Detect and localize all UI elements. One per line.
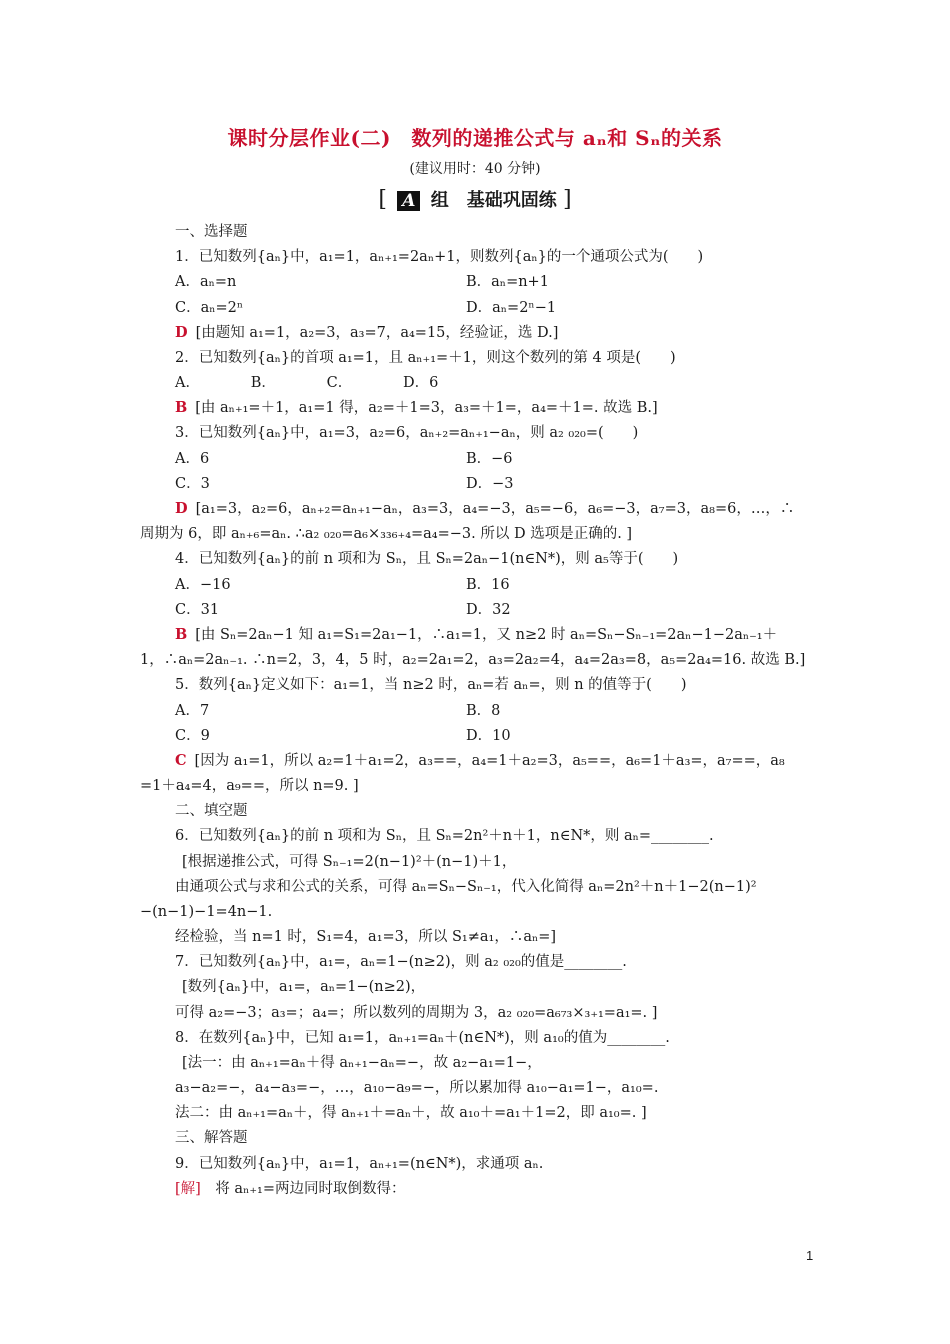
line-text: −(n−1)−1=4n−1. [140,904,273,920]
line-text: [法一：由 aₙ₊₁=aₙ＋得 aₙ₊₁−aₙ=−，故 a₂−a₁=1−， [182,1055,542,1071]
line-text: 一、选择题 [175,224,248,240]
text-line-q2opts [175,373,438,393]
group-label: 组 基础巩固练 [430,190,557,211]
text-line-q5ans2 [140,776,359,796]
line-text: 1．已知数列{aₙ}中，a₁=1，aₙ₊₁=2aₙ+1，则数列{aₙ}的一个通项公式为( ) [175,249,704,265]
text-line-q4a [175,575,231,595]
answer-letter: C [175,752,187,769]
line-text: [a₁=3，a₂=6，aₙ₊₂=aₙ₊₁−aₙ，a₃=3，a₄=−3，a₅=−6，a₆=−3，a₇=3，a₈=6，…，∴ [195,501,795,517]
text-line-q2 [175,348,676,368]
text-line-q7 [175,952,627,972]
text-line-q8 [175,1028,670,1048]
line-text: 5．数列{aₙ}定义如下：a₁=1，当 n≥2 时，aₙ=若 aₙ=，则 n 的值等于( ) [175,677,687,693]
line-text: [数列{aₙ}中，a₁=，aₙ=1−(n≥2)， [182,979,426,995]
line-text: [由 aₙ₊₁=＋1，a₁=1 得，a₂=＋1=3，a₃=＋1=，a₄=＋1=. 故选 B.] [195,400,658,416]
text-line-q4 [175,549,678,569]
text-line-q3d [466,474,514,494]
text-line-q6ans1 [182,852,516,872]
line-text: 4．已知数列{aₙ}的前 n 项和为 Sₙ，且 Sₙ=2aₙ−1(n∈N*)，则 a₅等于( ) [175,551,679,567]
bracket-left: [ [378,187,387,212]
answer-letter: D [175,500,188,517]
line-text: [由 Sₙ=2aₙ−1 知 a₁=S₁=2a₁−1，∴a₁=1，又 n≥2 时 aₙ=Sₙ−Sₙ₋₁=2aₙ−1−2aₙ₋₁＋ [195,627,778,643]
line-text: A．6 [175,451,210,467]
text-line-q6 [175,826,714,846]
text-line-q3b [466,449,513,469]
line-text: 3．已知数列{aₙ}中，a₁=3，a₂=6，aₙ₊₂=aₙ₊₁−aₙ，则 a₂ ₀₂₀=( ) [175,425,639,441]
answer-letter: B [175,399,188,416]
line-text: 三、解答题 [175,1130,248,1146]
text-line-q4b [466,575,510,595]
text-line-q4ans [175,625,777,645]
text-line-q8ans2 [175,1078,658,1098]
section-group-heading [0,186,950,212]
line-text: 将 aₙ₊₁=两边同时取倒数得： [200,1181,406,1197]
text-line-q5c [175,726,210,746]
text-line-q5 [175,675,686,695]
line-text: C．9 [175,728,210,744]
text-line-q3 [175,423,638,443]
text-line-q5b [466,701,500,721]
line-text: D．aₙ=2ⁿ−1 [466,300,557,316]
line-text: D．−3 [466,476,514,492]
text-line-q6ans2 [175,877,757,897]
text-line-q5d [466,726,511,746]
line-text: C．31 [175,602,220,618]
line-text: 6．已知数列{aₙ}的前 n 项和为 Sₙ，且 Sₙ=2n²＋n＋1，n∈N*，则 aₙ=________. [175,828,714,844]
line-text: 经检验，当 n=1 时，S₁=4，a₁=3，所以 S₁≠a₁，∴aₙ=] [175,929,557,945]
text-line-q3ans2 [140,524,632,544]
text-line-q7ans2 [175,1003,657,1023]
answer-letter: B [175,626,188,643]
line-text: C．3 [175,476,210,492]
text-line-q6ans3 [140,902,272,922]
text-line-q3a [175,449,209,469]
line-text: 可得 a₂=−3；a₃=；a₄=；所以数列的周期为 3，a₂ ₀₂₀=a₆₇₃×₃₊₁=a₁=. ] [175,1005,658,1021]
text-line-q1 [175,247,703,267]
line-text: 周期为 6，即 aₙ₊₆=aₙ. ∴a₂ ₀₂₀=a₆×₃₃₆₊₄=a₄=−3. 所以 D 选项是正确的. ] [140,526,633,542]
text-line-q4ans2 [140,650,805,670]
line-text: A．7 [175,703,210,719]
line-text: C．aₙ=2ⁿ [175,300,244,316]
line-text: A．aₙ=n [175,274,237,290]
text-line-q1ans [175,323,558,343]
text-line-q8ans1 [182,1053,542,1073]
line-text: 8．在数列{aₙ}中，已知 a₁=1，aₙ₊₁=aₙ＋(n∈N*)，则 a₁₀的值为________. [175,1030,670,1046]
line-text: B．8 [466,703,501,719]
text-line-q1a [175,272,236,292]
page-number: 1 [806,1248,814,1263]
line-text: [因为 a₁=1，所以 a₂=1＋a₁=2，a₃==，a₄=1＋a₂=3，a₅==，a₆=1＋a₃=，a₇==，a₈ [194,753,785,769]
line-text: 2．已知数列{aₙ}的首项 a₁=1，且 aₙ₊₁=＋1，则这个数列的第 4 项是( ) [175,350,676,366]
text-line-q9 [175,1154,543,1174]
text-line-q5ans [175,751,785,771]
text-line-q7ans1 [182,977,425,997]
text-line-q4c [175,600,219,620]
line-text: 9．已知数列{aₙ}中，a₁=1，aₙ₊₁=(n∈N*)，求通项 aₙ. [175,1156,544,1172]
line-text: =1＋a₄=4，a₉==，所以 n=9. ] [140,778,359,794]
line-text: B．−6 [466,451,513,467]
text-line-q3c [175,474,210,494]
text-line-s1 [175,222,248,242]
page-title: 课时分层作业(二) 数列的递推公式与 aₙ和 Sₙ的关系 [227,126,723,150]
line-text: A． B． C． D．6 [175,375,439,391]
line-text: 二、填空题 [175,803,248,819]
line-text: [根据递推公式，可得 Sₙ₋₁=2(n−1)²＋(n−1)＋1， [182,854,517,870]
text-line-q6ans4 [175,927,556,947]
text-line-q8ans3 [175,1103,647,1123]
text-line-q9ans [175,1179,405,1199]
answer-letter: D [175,324,188,341]
line-text: D．32 [466,602,511,618]
line-text: B．16 [466,577,510,593]
line-text: 法二：由 aₙ₊₁=aₙ＋，得 aₙ₊₁＋=aₙ＋，故 a₁₀＋=a₁＋1=2，即 a₁₀=. ] [175,1105,647,1121]
text-line-q1c [175,298,243,318]
line-text: 由通项公式与求和公式的关系，可得 aₙ=Sₙ−Sₙ₋₁，代入化简得 aₙ=2n²＋n＋1−2(n−1)² [175,879,757,895]
line-text: A．−16 [175,577,231,593]
text-line-q4d [466,600,511,620]
text-line-q2ans [175,398,658,418]
line-text: 7．已知数列{aₙ}中，a₁=，aₙ=1−(n≥2)，则 a₂ ₀₂₀的值是________. [175,954,627,970]
solution-label: [解] [175,1181,201,1197]
line-text: [由题知 a₁=1，a₂=3，a₃=7，a₄=15，经验证，选 D.] [195,325,559,341]
text-line-q1b [466,272,549,292]
text-line-s2 [175,801,248,821]
text-line-q5a [175,701,209,721]
text-line-q1d [466,298,556,318]
suggested-time: (建议用时：40 分钟) [409,161,541,177]
line-text: D．10 [466,728,511,744]
bracket-right: ] [563,187,572,212]
group-letter-badge: A [397,191,420,211]
text-line-s3 [175,1128,248,1148]
text-line-q3ans [175,499,794,519]
line-text: a₃−a₂=−，a₄−a₃=−，…，a₁₀−a₉=−，所以累加得 a₁₀−a₁=1−，a₁₀=. [175,1080,659,1096]
line-text: 1，∴aₙ=2aₙ₋₁. ∴n=2，3，4，5 时，a₂=2a₁=2，a₃=2a₂=4，a₄=2a₃=8，a₅=2a₄=16. 故选 B.] [140,652,806,668]
line-text: B．aₙ=n+1 [466,274,549,290]
